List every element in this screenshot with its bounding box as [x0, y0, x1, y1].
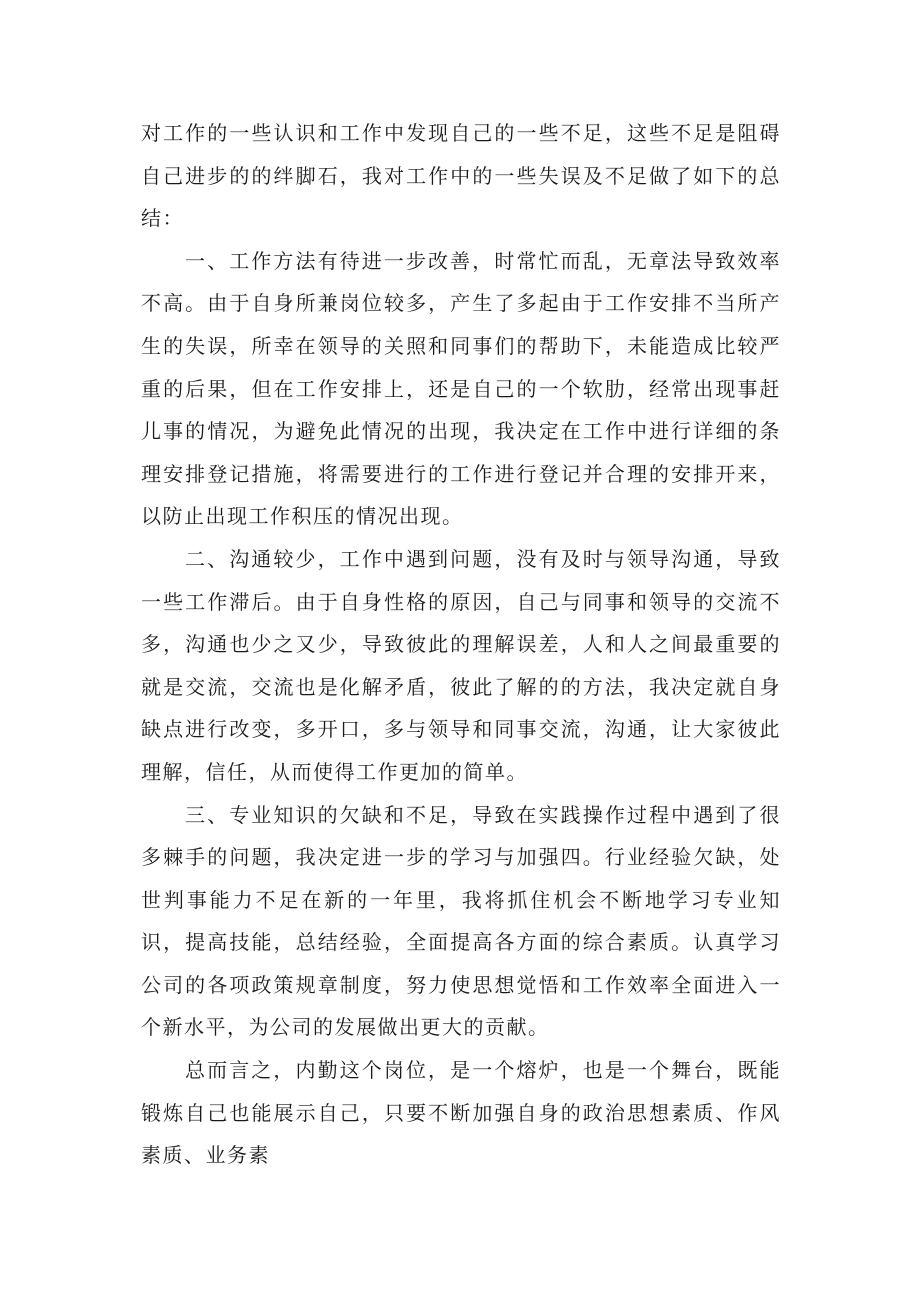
document-body — [141, 112, 781, 1177]
paragraph-professional-knowledge: 三、专业知识的欠缺和不足，导致在实践操作过程中遇到了很多棘手的问题，我决定进一步的学习与加强四。行业经验欠缺，处世判事能力不足在新的一年里，我将抓住机会不断地学习专业知识，提高技能，总结经验，全面提高各方面的综合素质。认真学习公司的各项政策规章制度，努力使思想觉悟和工作效率全面进入一个新水平，为公司的发展做出更大的贡献。 — [141, 802, 781, 1040]
paragraph-communication: 二、沟通较少，工作中遇到问题，没有及时与领导沟通，导致一些工作滞后。由于自身性格的原因，自己与同事和领导的交流不多，沟通也少之又少，导致彼此的理解误差，人和人之间最重要的就是交流，交流也是化解矛盾，彼此了解的的方法，我决定就自身缺点进行改变，多开口，多与领导和同事交流，沟通，让大家彼此理解，信任，从而使得工作更加的简单。 — [141, 546, 781, 784]
paragraph-intro: 对工作的一些认识和工作中发现自己的一些不足，这些不足是阻碍自己进步的的绊脚石，我对工作中的一些失误及不足做了如下的总结： — [141, 121, 781, 231]
paragraph-work-method: 一、工作方法有待进一步改善，时常忙而乱，无章法导致效率不高。由于自身所兼岗位较多，产生了多起由于工作安排不当所产生的失误，所幸在领导的关照和同事们的帮助下，未能造成比较严重的后果，但在工作安排上，还是自己的一个软肋，经常出现事赶儿事的情况，为避免此情况的出现，我决定在工作中进行详细的条理安排登记措施，将需要进行的工作进行登记并合理的安排开来，以防止出现工作积压的情况出现。 — [141, 248, 781, 529]
paragraph-summary: 总而言之，内勤这个岗位，是一个熔炉，也是一个舞台，既能锻炼自己也能展示自己，只要不断加强自身的政治思想素质、作风素质、业务素 — [141, 1058, 781, 1168]
